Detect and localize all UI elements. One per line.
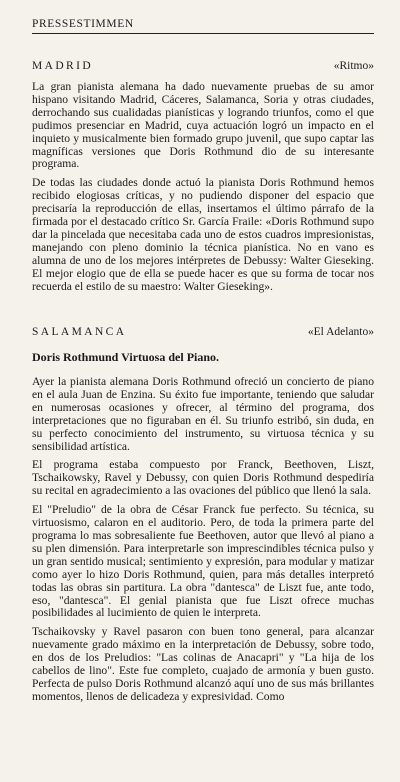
section-place: MADRID xyxy=(32,60,94,72)
paragraph: Ayer la pianista alemana Doris Rothmund ofreció un concierto de piano en el aula Juan de Enzina. Su éxito fue importante, teniendo que saludar en numerosas ocasiones y ofrecer, al término del programa, dos interpretaciones que no figuraban en él. Su triunfo estribó, sin duda, en su perfecto conocimiento del instrumento, su virtuosa técnica y su sensibilidad artística. xyxy=(32,375,374,453)
section-place: SALAMANCA xyxy=(32,326,127,338)
section-madrid xyxy=(32,60,374,294)
paragraph: El "Preludio" de la obra de César Franck fue perfecto. Su técnica, su virtuosismo, calaron en el auditorio. Pero, de toda la primera parte del programa lo mas sobresaliente fue Beethoven, autor que llevó al piano a su plen dimensión. Para interpretarle son imprescindibles técnica pulso y un gran sentido musical; sentimiento y expresión, para modular y matizar como ayer lo hizo Doris Rothmund, quien, para más detalles interpretó todas las obras sin partitura. La obra "dantesca" de Liszt fue, ante todo, eso, "dantesca". El genial pianista que fue Liszt ofrece muchas posibilidades al lucimiento de quien le interpreta. xyxy=(32,503,374,620)
paragraph: La gran pianista alemana ha dado nuevamente pruebas de su amor hispano visitando Madrid, Cáceres, Salamanca, Soria y otras ciudades, derrochando sus cualidadas pianísticas y logrando triunfos, como el que pudimos presenciar en Madrid, cuya actuación logró un impacto en el inquieto y musicalmente bien formado grupo juvenil, que supo captar las magníficas versiones que Doris Rothmund dio de su interesante programa. xyxy=(32,80,374,171)
paragraph: Tschaikovsky y Ravel pasaron con buen tono general, para alcanzar nuevamente grado máximo en la interpretación de Debussy, sobre todo, en dos de los Preludios: "Las colinas de Anacapri" y "La hija de los cabellos de lino". Este fue completo, cuajado de armonía y buen gusto. Perfecta de pulso Doris Rothmund alcanzó aquí uno de sus más brillantes momentos, llenos de delicadeza y expresividad. Como xyxy=(32,625,374,703)
section-heading xyxy=(32,326,374,338)
section-source: «El Adelanto» xyxy=(307,326,374,338)
article-title: Doris Rothmund Virtuosa del Piano. xyxy=(32,350,220,364)
section-source: «Ritmo» xyxy=(333,60,374,72)
paragraph: El programa estaba compuesto por Franck, Beethoven, Liszt, Tschaikowsky, Ravel y Debussy, con quien Doris Rothmund despediría su recital en agradecimiento a las ovaciones del público que llenó la sala. xyxy=(32,458,374,498)
section-heading xyxy=(32,60,374,72)
paragraph: De todas las ciudades donde actuó la pianista Doris Rothmund hemos recibido elogiosas críticas, y no pudiendo disponer del espacio que precisaría la reproducción de ellas, insertamos el último párrafo de la firmada por el destacado crítico Sr. García Fraile: «Doris Rothmund supo dar la pincelada que necesitaba cada uno de estos cuadros impresionistas, manejando con pleno dominio la técnica pianística. No en vano es alumna de uno de los mejores intérpretes de Debussy: Walter Gieseking. El mejor elogio que de ella se puede hacer es que su forma de tocar nos recuerda el estilo de su maestro: Walter Gieseking». xyxy=(32,176,374,293)
section-salamanca xyxy=(32,326,374,704)
page-header: PRESSESTIMMEN xyxy=(32,18,374,34)
